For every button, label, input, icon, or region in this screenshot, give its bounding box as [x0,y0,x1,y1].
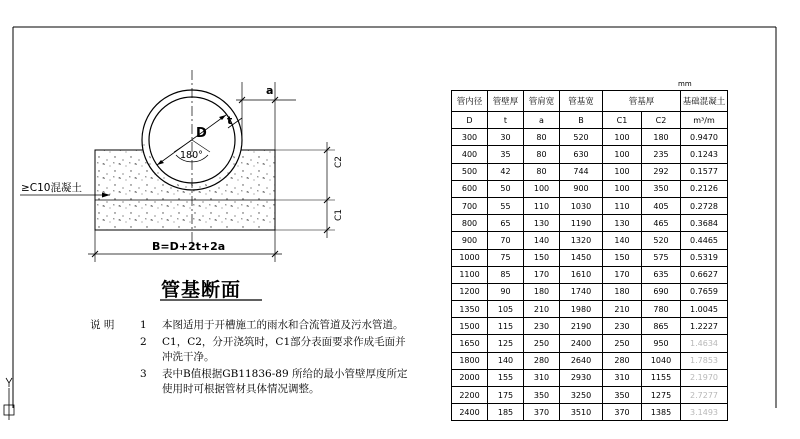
table-cell: 280 [603,352,642,369]
table-cell: 130 [603,215,642,232]
angle-label: 180° [180,150,203,161]
subheader-b: B [560,112,603,129]
table-row [452,163,728,180]
table-cell: 3.1493 [681,404,728,421]
table-cell: 170 [603,266,642,283]
table-cell: 250 [524,335,560,352]
dim-c1-label: C1 [334,208,344,221]
table-cell: 55 [488,197,524,214]
table-cell: 35 [488,146,524,163]
table-row [452,197,728,214]
table-cell: 1100 [452,266,488,283]
table-cell: 75 [488,249,524,266]
table-cell: 900 [560,180,603,197]
table-cell: 1450 [560,249,603,266]
table-cell: 100 [524,180,560,197]
table-cell: 1.0045 [681,301,728,318]
subheader-t: t [488,112,524,129]
table-cell: 185 [488,404,524,421]
notes-heading: 说 明 [90,319,115,331]
table-cell: 1650 [452,335,488,352]
table-cell: 230 [603,318,642,335]
table-cell: 465 [642,215,681,232]
table-cell: 210 [603,301,642,318]
dim-b-label: B=D+2t+2a [152,240,226,253]
table-cell: 370 [524,404,560,421]
table-row [452,318,728,335]
table-cell: 2.7277 [681,387,728,404]
table-cell: 2200 [452,387,488,404]
header-wall-thickness: 管壁厚 [488,91,524,112]
table-row [452,335,728,352]
table-cell: 100 [603,180,642,197]
table-cell: 600 [452,180,488,197]
table-cell: 1200 [452,283,488,300]
table-cell: 105 [488,301,524,318]
table-cell: 110 [524,197,560,214]
table-cell: 2400 [560,335,603,352]
table-cell: 900 [452,232,488,249]
section-caption: 管基断面 [161,279,242,301]
table-cell: 180 [603,283,642,300]
table-cell: 3250 [560,387,603,404]
table-cell: 1.4634 [681,335,728,352]
table-cell: 70 [488,232,524,249]
table-subheader-row [452,112,728,129]
dim-a-label: a [266,84,274,97]
table-cell: 350 [603,387,642,404]
table-cell: 0.2126 [681,180,728,197]
table-cell: 2400 [452,404,488,421]
table-cell: 2.1970 [681,369,728,386]
table-cell: 0.3684 [681,215,728,232]
table-cell: 405 [642,197,681,214]
table-cell: 350 [524,387,560,404]
table-row [452,404,728,421]
table-cell: 100 [603,129,642,146]
table-row [452,232,728,249]
header-shoulder-width: 管肩宽 [524,91,560,112]
table-cell: 1000 [452,249,488,266]
table-cell: 700 [452,197,488,214]
dim-c2-label: C2 [334,155,344,168]
table-cell: 1610 [560,266,603,283]
table-cell: 370 [603,404,642,421]
table-cell: 65 [488,215,524,232]
table-cell: 0.4465 [681,232,728,249]
table-cell: 280 [524,352,560,369]
table-cell: 520 [642,232,681,249]
note-number: 2 [140,336,147,348]
table-cell: 155 [488,369,524,386]
table-cell: 2000 [452,369,488,386]
table-cell: 235 [642,146,681,163]
table-cell: 0.6627 [681,266,728,283]
table-cell: 744 [560,163,603,180]
subheader-c2: C2 [642,112,681,129]
table-cell: 2930 [560,369,603,386]
table-row [452,180,728,197]
table-cell: 292 [642,163,681,180]
pipe-base-spec-table [451,90,728,421]
table-row [452,266,728,283]
table-cell: 0.7659 [681,283,728,300]
table-cell: 140 [524,232,560,249]
table-cell: 1320 [560,232,603,249]
table-cell: 520 [560,129,603,146]
table-cell: 575 [642,249,681,266]
subheader-d: D [452,112,488,129]
note-number: 1 [140,319,147,331]
table-cell: 0.9470 [681,129,728,146]
table-cell: 1980 [560,301,603,318]
note-line: 冲洗干净。 [162,351,215,363]
table-cell: 1500 [452,318,488,335]
table-cell: 230 [524,318,560,335]
note-line: 表中B值根据GB11836-89 所给的最小管壁厚度所定 [162,368,408,380]
note-line: 本图适用于开槽施工的雨水和合流管道及污水管道。 [162,319,404,331]
table-cell: 1190 [560,215,603,232]
table-cell: 635 [642,266,681,283]
table-cell: 0.5319 [681,249,728,266]
table-cell: 1155 [642,369,681,386]
table-cell: 800 [452,215,488,232]
table-cell: 310 [524,369,560,386]
subheader-c1: C1 [603,112,642,129]
table-cell: 80 [524,163,560,180]
table-cell: 30 [488,129,524,146]
table-cell: 150 [524,249,560,266]
subheader-volume: m³/m [681,112,728,129]
table-cell: 115 [488,318,524,335]
table-cell: 80 [524,146,560,163]
table-cell: 130 [524,215,560,232]
table-cell: 125 [488,335,524,352]
table-cell: 2190 [560,318,603,335]
table-body [452,129,728,421]
header-base-width: 管基宽 [560,91,603,112]
table-cell: 500 [452,163,488,180]
table-cell: 1030 [560,197,603,214]
table-cell: 3510 [560,404,603,421]
table-row [452,249,728,266]
table-cell: 150 [603,249,642,266]
table-cell: 865 [642,318,681,335]
ucs-y-icon [6,378,12,387]
table-cell: 1.7853 [681,352,728,369]
table-cell: 100 [603,146,642,163]
table-unit: mm [678,80,692,88]
table-cell: 90 [488,283,524,300]
table-cell: 300 [452,129,488,146]
table-cell: 170 [524,266,560,283]
table-cell: 780 [642,301,681,318]
note-line: 使用时可根据管材具体情况调整。 [162,383,320,395]
concrete-label: ≥C10混凝土 [21,182,82,194]
table-row [452,369,728,386]
table-cell: 1.2227 [681,318,728,335]
table-cell: 310 [603,369,642,386]
table-cell: 2640 [560,352,603,369]
dim-d-label: D [196,126,207,141]
header-inner-diameter: 管内径 [452,91,488,112]
table-row [452,215,728,232]
table-cell: 630 [560,146,603,163]
table-row [452,129,728,146]
table-cell: 1275 [642,387,681,404]
table-row [452,352,728,369]
subheader-a: a [524,112,560,129]
note-number: 3 [140,368,147,380]
table-row [452,387,728,404]
table-cell: 140 [488,352,524,369]
table-cell: 400 [452,146,488,163]
table-cell: 350 [642,180,681,197]
table-cell: 250 [603,335,642,352]
table-cell: 42 [488,163,524,180]
header-base-thickness: 管基厚 [603,91,681,112]
table-cell: 0.2728 [681,197,728,214]
table-cell: 690 [642,283,681,300]
header-base-concrete: 基础混凝土 [681,91,728,112]
table-cell: 1800 [452,352,488,369]
table-cell: 180 [642,129,681,146]
table-cell: 85 [488,266,524,283]
dim-t-label: t [227,114,233,127]
table-row [452,146,728,163]
table-cell: 80 [524,129,560,146]
table-cell: 0.1243 [681,146,728,163]
table-cell: 180 [524,283,560,300]
table-cell: 140 [603,232,642,249]
table-cell: 100 [603,163,642,180]
note-line: C1，C2，分开浇筑时，C1部分表面要求作成毛面并 [162,336,406,348]
table-cell: 175 [488,387,524,404]
table-cell: 1350 [452,301,488,318]
table-cell: 1740 [560,283,603,300]
table-cell: 1040 [642,352,681,369]
table-row [452,301,728,318]
table-cell: 210 [524,301,560,318]
table-cell: 0.1577 [681,163,728,180]
table-cell: 950 [642,335,681,352]
table-cell: 50 [488,180,524,197]
table-row [452,283,728,300]
table-cell: 1385 [642,404,681,421]
table-header-row [452,91,728,112]
table-cell: 110 [603,197,642,214]
